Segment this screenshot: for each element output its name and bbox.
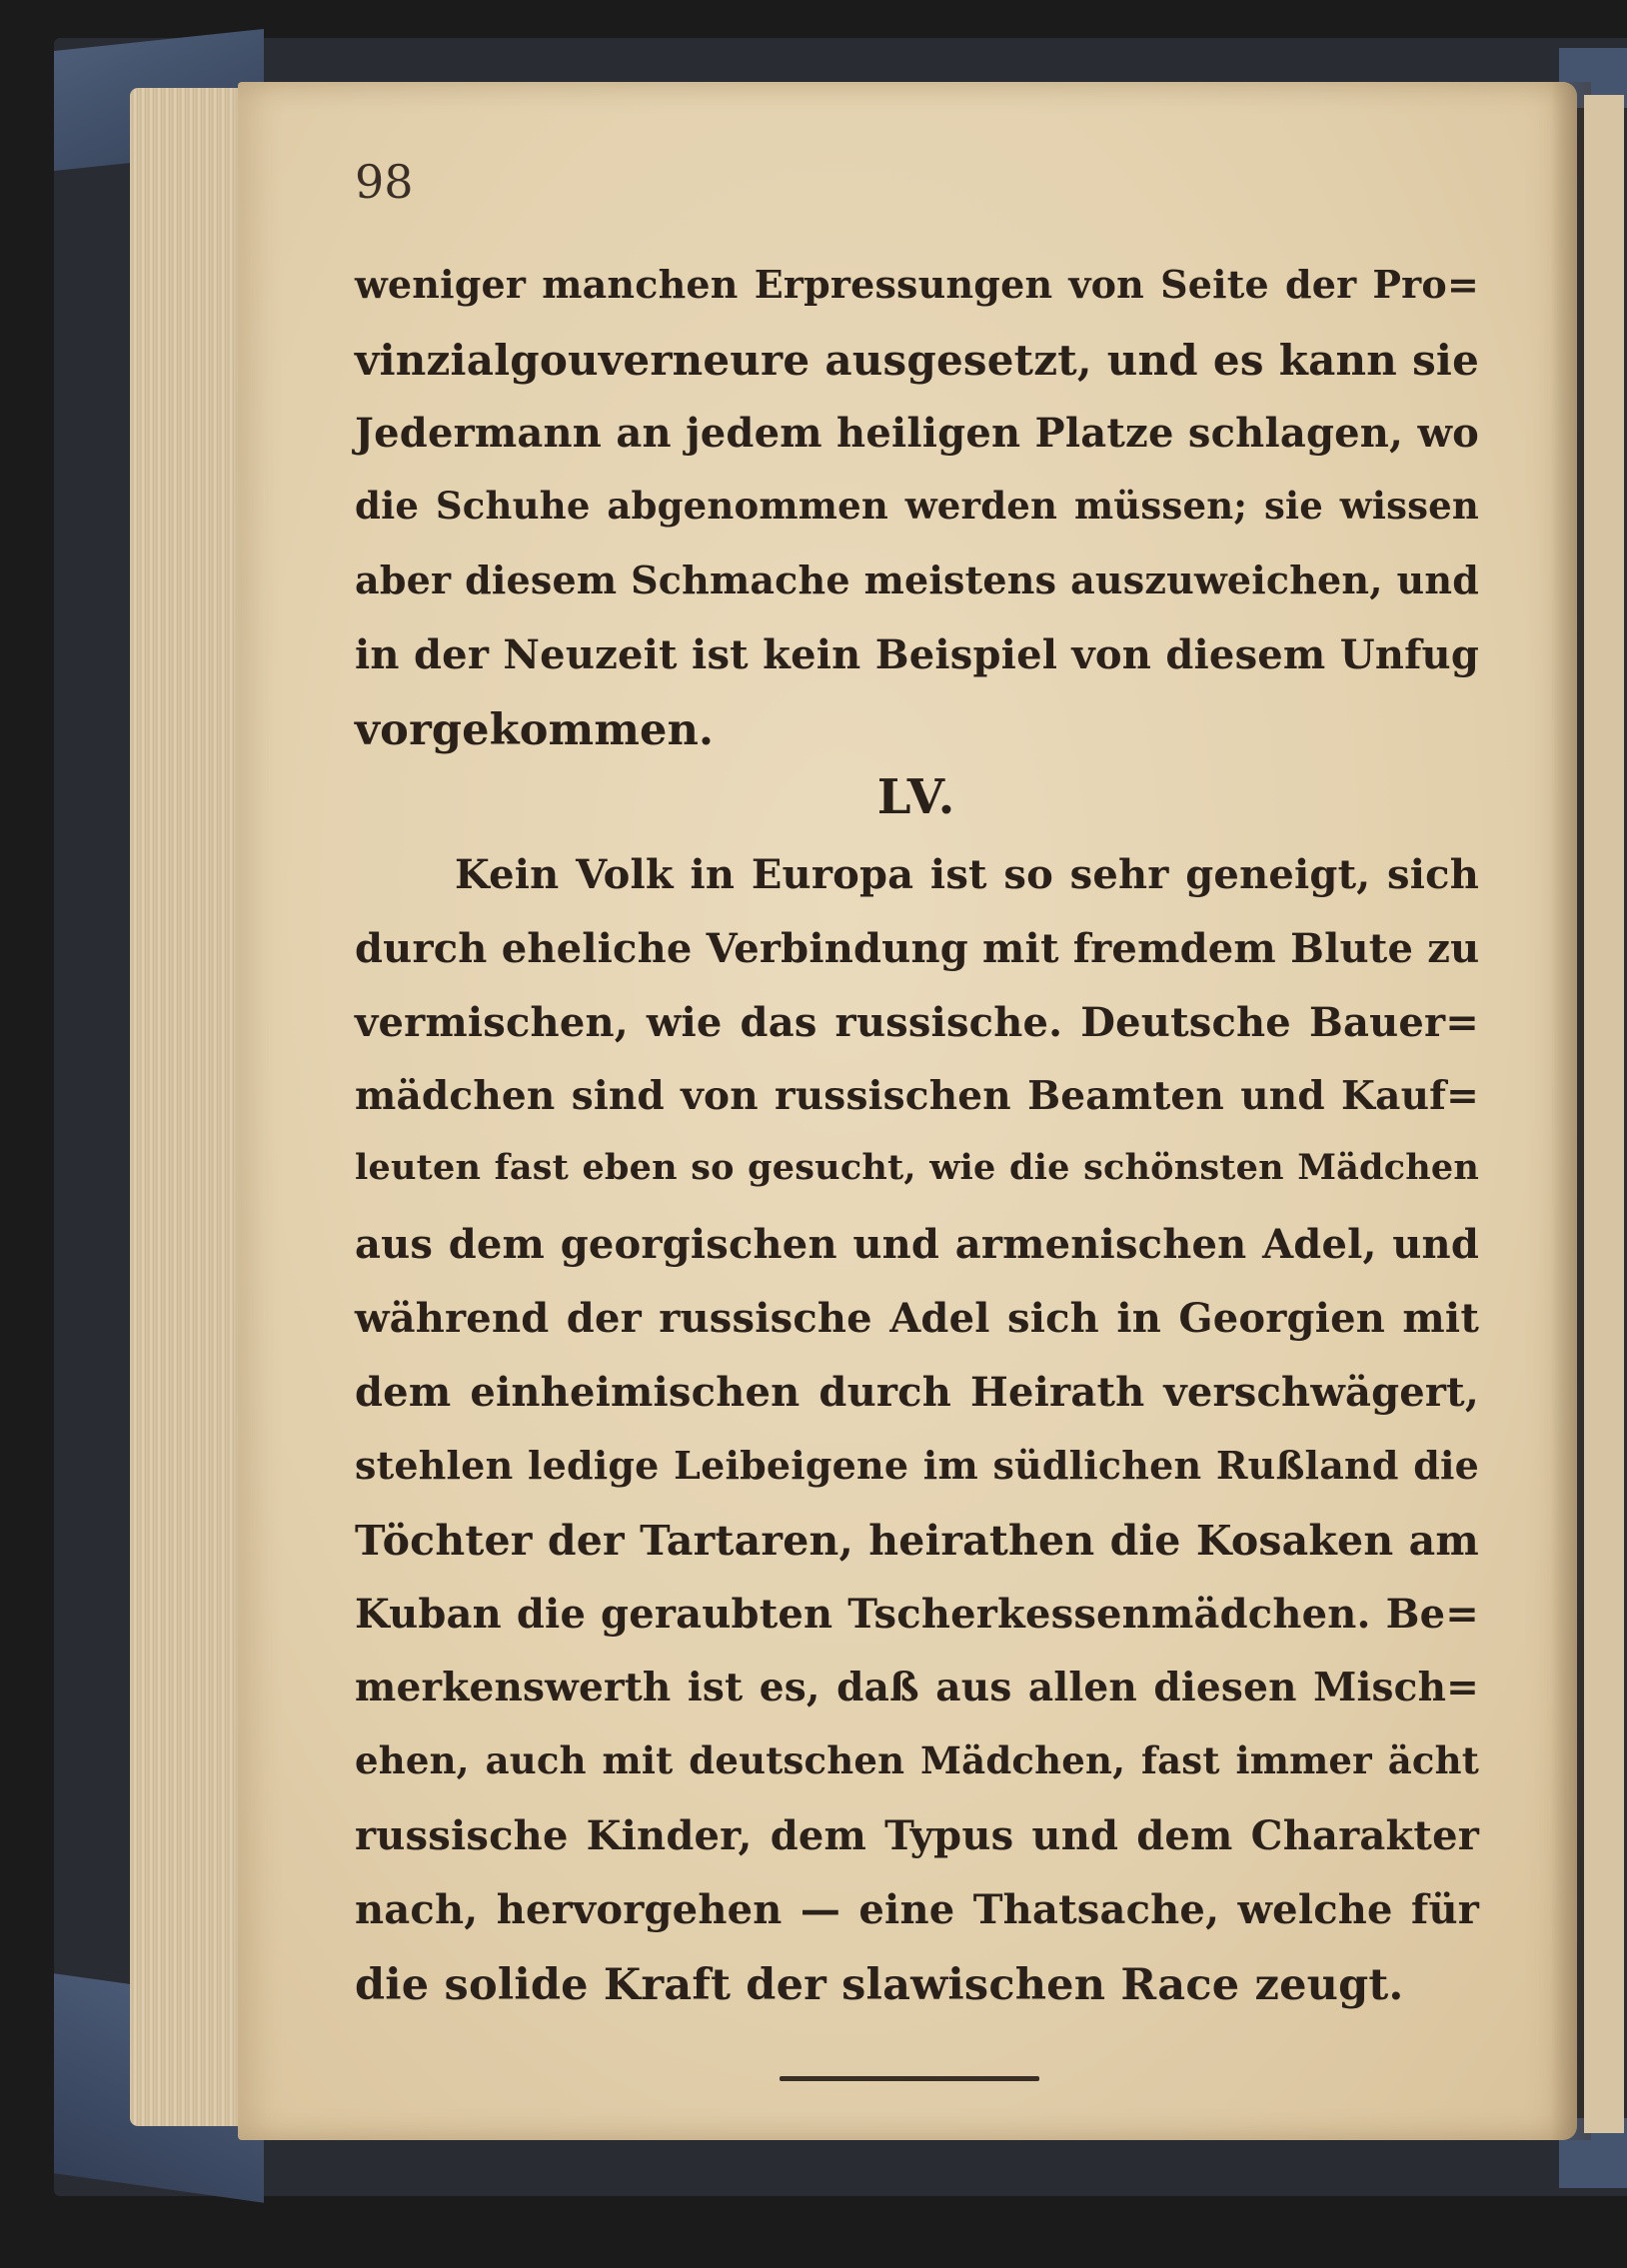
text-line: vermischen, wie das russische. Deutsche Bauer= (355, 999, 1479, 1046)
text-line: leuten fast eben so gesucht, wie die schönsten Mädchen (355, 1147, 1479, 1188)
facing-page-edge (1584, 95, 1624, 2133)
text-line: stehlen ledige Leibeigene im südlichen Rußland die (355, 1443, 1479, 1488)
text-line: vorgekommen. (355, 705, 715, 755)
text-line: durch eheliche Verbindung mit fremdem Blute zu (355, 925, 1480, 972)
text-line: in der Neuzeit ist kein Beispiel von diesem Unfug (355, 631, 1479, 678)
text-line: aber diesem Schmache meistens auszuweichen, und (355, 558, 1479, 602)
text-line: merkenswerth ist es, daß aus allen diesen Misch= (355, 1665, 1479, 1710)
text-line: vinzialgouverneure ausgesetzt, und es kann sie (355, 336, 1479, 385)
text-line: Töchter der Tartaren, heirathen die Kosaken am (355, 1517, 1479, 1565)
text-line: mädchen sind von russischen Beamten und Kauf= (355, 1073, 1479, 1119)
page-number: 98 (355, 155, 414, 209)
text-line: aus dem georgischen und armenischen Adel, und (355, 1221, 1479, 1268)
text-line: ehen, auch mit deutschen Mädchen, fast immer ächt (355, 1738, 1479, 1782)
text-line: russische Kinder, dem Typus und dem Charakter (355, 1812, 1479, 1859)
end-rule (780, 2076, 1039, 2081)
text-line: während der russische Adel sich in Georgien mit (355, 1295, 1479, 1342)
text-line: Jedermann an jedem heiligen Platze schlagen, wo (355, 410, 1479, 457)
text-line: nach, hervorgehen — eine Thatsache, welche für (355, 1886, 1479, 1933)
text-line: dem einheimischen durch Heirath verschwägert, (355, 1369, 1479, 1416)
text-line: die Schuhe abgenommen werden müssen; sie wissen (355, 484, 1479, 528)
section-heading: LV. (876, 769, 957, 825)
text-line: Kuban die geraubten Tscherkessenmädchen. Be= (355, 1591, 1479, 1638)
text-line: die solide Kraft der slawischen Race zeugt. (355, 1960, 1404, 2010)
text-line: weniger manchen Erpressungen von Seite der Pro= (355, 262, 1479, 307)
text-line: Kein Volk in Europa ist so sehr geneigt, sich (455, 851, 1479, 898)
